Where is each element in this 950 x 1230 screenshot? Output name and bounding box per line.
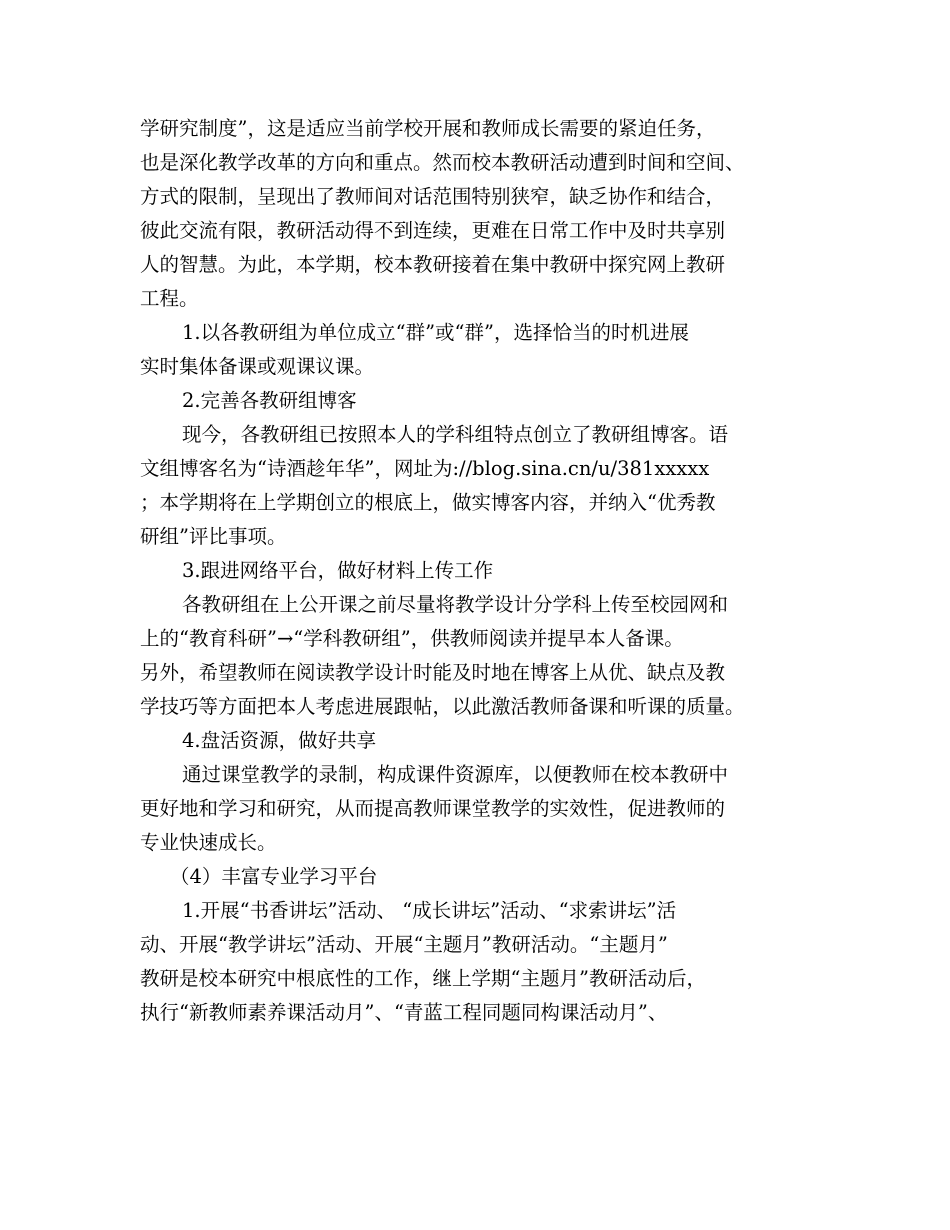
text-line: 动、开展“教学讲坛”活动、开展“主题月”教研活动。“主题月”	[140, 933, 668, 956]
text-line: 实时集体备课或观课议课。	[140, 355, 375, 378]
text-line: 教研是校本研究中根底性的工作，继上学期“主题月”教研活动后，	[140, 967, 706, 990]
list-item-heading: 1.以各教研组为单位成立“群”或“群”，选择恰当的时机进展	[182, 321, 689, 344]
text-line: 另外，希望教师在阅读教学设计时能及时地在博客上从优、缺点及教	[140, 661, 726, 684]
section-heading: （4）丰富专业学习平台	[170, 865, 378, 888]
text-line: ；本学期将在上学期创立的根底上，做实博客内容，并纳入“优秀教	[140, 491, 716, 514]
text-line: 学研究制度”，这是适应当前学校开展和教师成长需要的紧迫任务，	[140, 117, 716, 140]
list-item-heading: 3.跟进网络平台，做好材料上传工作	[182, 559, 494, 582]
document-body	[140, 112, 825, 1030]
text-line: 现今，各教研组已按照本人的学科组特点创立了教研组博客。语	[182, 423, 729, 446]
text-line: 执行“新教师素养课活动月”、“青蓝工程同题同构课活动月”、	[140, 1001, 668, 1024]
text-line: 文组博客名为“诗酒趁年华”，网址为://blog.sina.cn/u/381xxxxx	[140, 457, 710, 480]
text-line: 研组”评比事项。	[140, 525, 287, 548]
text-line: 通过课堂教学的录制，构成课件资源库，以便教师在校本教研中	[182, 763, 729, 786]
text-line: 各教研组在上公开课之前尽量将教学设计分学科上传至校园网和	[182, 593, 729, 616]
text-line: 人的智慧。为此，本学期，校本教研接着在集中教研中探究网上教研	[140, 253, 726, 276]
text-line: 更好地和学习和研究，从而提高教师课堂教学的实效性，促进教师的	[140, 797, 726, 820]
text-line: 方式的限制，呈现出了教师间对话范围特别狭窄，缺乏协作和结合，	[140, 185, 726, 208]
text-line: 专业快速成长。	[140, 831, 277, 854]
list-item-heading: 1.开展“书香讲坛”活动、 “成长讲坛”活动、“求索讲坛”活	[182, 899, 677, 922]
list-item-heading: 2.完善各教研组博客	[182, 389, 357, 412]
text-line: 上的“教育科研”→“学科教研组”，供教师阅读并提早本人备课。	[140, 627, 684, 650]
text-line: 也是深化教学改革的方向和重点。然而校本教研活动遭到时间和空间、	[140, 151, 745, 174]
text-line: 学技巧等方面把本人考虑进展跟帖，以此激活教师备课和听课的质量。	[140, 695, 745, 718]
text-line: 彼此交流有限，教研活动得不到连续，更难在日常工作中及时共享别	[140, 219, 726, 242]
text-line: 工程。	[140, 287, 199, 310]
list-item-heading: 4.盘活资源，做好共享	[182, 729, 377, 752]
